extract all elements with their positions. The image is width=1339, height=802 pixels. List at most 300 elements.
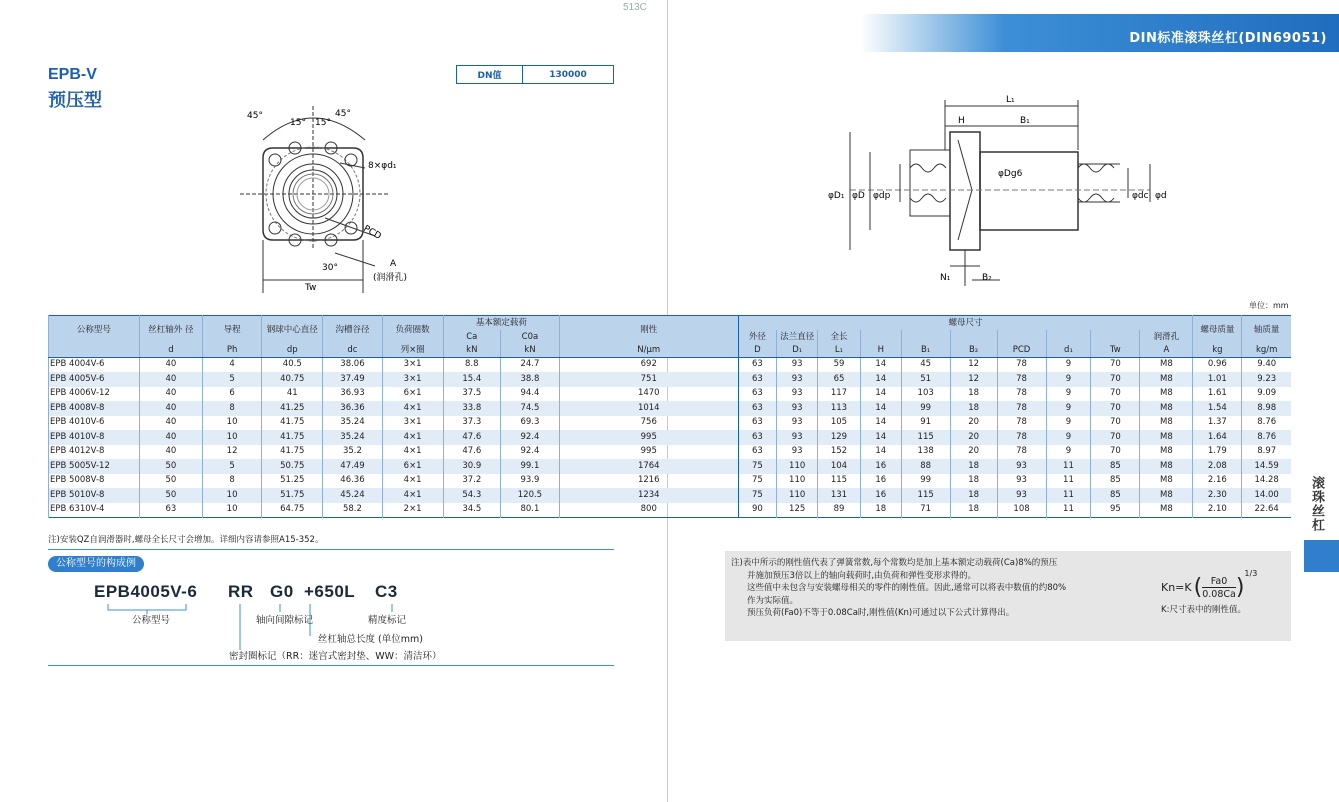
formula-num: Fa0	[1210, 575, 1228, 587]
value-cell: 110	[777, 459, 818, 474]
value-cell: 38.06	[323, 358, 382, 373]
value-cell: 18	[950, 503, 997, 518]
value-cell: 51.25	[262, 474, 323, 489]
rigidity-note-line: 注)表中所示的刚性值代表了弹簧常数,每个常数均是加上基本额定动载荷(Ca)8%的预压	[731, 558, 1058, 568]
value-cell: 4×1	[382, 445, 443, 460]
unit-cell: N/μm	[560, 344, 739, 358]
value-cell: 93	[777, 387, 818, 402]
th-blank-tw	[1091, 330, 1140, 344]
th-ball: 钢球中心直径	[262, 316, 323, 344]
lube-hole-label: (润滑孔)	[373, 273, 408, 283]
unit-cell: H	[860, 344, 901, 358]
table-row	[49, 503, 1292, 518]
value-cell: 117	[818, 387, 861, 402]
b2-label: B₂	[982, 273, 992, 283]
formula-caption: K:尺寸表中的刚性值。	[1161, 605, 1246, 615]
model-cell: EPB 4012V-8	[49, 445, 140, 460]
cap-model: 公称型号	[132, 615, 171, 626]
value-cell: 6	[203, 387, 262, 402]
table-row	[49, 387, 1292, 402]
flange-section	[950, 132, 980, 250]
unit-cell: PCD	[997, 344, 1046, 358]
cap-seal: 密封圈标记（RR：迷宫式密封垫、WW：清洁环）	[229, 651, 442, 662]
value-cell: 78	[997, 387, 1046, 402]
value-cell: 12	[950, 372, 997, 387]
value-cell: 94.4	[500, 387, 559, 402]
value-cell: 75	[738, 488, 777, 503]
value-cell: 10	[203, 430, 262, 445]
unit-cell: A	[1140, 344, 1193, 358]
table-row	[49, 430, 1292, 445]
value-cell: 18	[950, 488, 997, 503]
value-cell: 47.49	[323, 459, 382, 474]
model-cell: EPB 4004V-6	[49, 358, 140, 373]
type-title: 预压型	[48, 90, 102, 111]
unit-cell: d	[139, 344, 202, 358]
th-ca: Ca	[443, 330, 500, 344]
unit-label: 单位：mm	[1249, 301, 1289, 310]
value-cell: 14	[860, 416, 901, 431]
value-cell: 78	[997, 401, 1046, 416]
value-cell: 75	[738, 474, 777, 489]
value-cell: 64.75	[262, 503, 323, 518]
value-cell: 8	[203, 401, 262, 416]
value-cell: 88	[901, 459, 950, 474]
rigidity-note-line: 作为实际值。	[747, 595, 799, 606]
value-cell: 2.10	[1193, 503, 1242, 518]
th-model: 公称型号	[49, 316, 140, 344]
unit-cell: L₁	[818, 344, 861, 358]
model-cell: EPB 4005V-6	[49, 372, 140, 387]
value-cell: 9	[1046, 358, 1091, 373]
value-cell: 14	[860, 430, 901, 445]
code-part-accuracy: C3	[375, 582, 398, 601]
value-cell: 692	[560, 358, 739, 373]
table-row	[49, 488, 1292, 503]
value-cell: 78	[997, 445, 1046, 460]
th-shaft-mass: 轴质量	[1242, 316, 1291, 344]
value-cell: M8	[1140, 503, 1193, 518]
value-cell: 9	[1046, 430, 1091, 445]
th-lube: 润滑孔	[1140, 330, 1193, 344]
value-cell: 8.8	[443, 358, 500, 373]
value-cell: 63	[738, 387, 777, 402]
dn-value-box	[456, 65, 614, 84]
value-cell: 93	[777, 372, 818, 387]
value-cell: 9.09	[1242, 387, 1291, 402]
angle-arc	[263, 118, 365, 140]
value-cell: 800	[560, 503, 739, 518]
cap-axial: 轴向间隙标记	[256, 615, 314, 626]
value-cell: 58.2	[323, 503, 382, 518]
model-cell: EPB 5005V-12	[49, 459, 140, 474]
flange-front-view-drawing	[225, 98, 425, 298]
value-cell: 1.01	[1193, 372, 1242, 387]
value-cell: 1.64	[1193, 430, 1242, 445]
angle-15-a-label: 15°	[290, 118, 306, 128]
code-part-length: +650L	[304, 582, 356, 601]
value-cell: 40	[139, 387, 202, 402]
value-cell: 93	[777, 445, 818, 460]
value-cell: 85	[1091, 459, 1140, 474]
value-cell: 63	[738, 358, 777, 373]
unit-cell: kN	[443, 344, 500, 358]
value-cell: 92.4	[500, 445, 559, 460]
bolt-hole	[345, 222, 357, 234]
rigidity-note-line: 并施加预压3倍以上的轴向载荷时,由负荷和弹性变形求得的。	[747, 570, 977, 581]
table-row	[49, 358, 1292, 373]
value-cell: 20	[950, 430, 997, 445]
unit-cell: dp	[262, 344, 323, 358]
thread-lower	[910, 194, 946, 202]
value-cell: 14.00	[1242, 488, 1291, 503]
value-cell: 63	[139, 503, 202, 518]
value-cell: 131	[818, 488, 861, 503]
value-cell: 3×1	[382, 372, 443, 387]
header-banner	[860, 2, 1339, 52]
value-cell: 63	[738, 445, 777, 460]
value-cell: 15.4	[443, 372, 500, 387]
value-cell: 4	[203, 358, 262, 373]
value-cell: 120.5	[500, 488, 559, 503]
th-nut-mass: 螺母质量	[1193, 316, 1242, 344]
value-cell: M8	[1140, 445, 1193, 460]
value-cell: 40	[139, 358, 202, 373]
thread-upper-right	[1078, 164, 1114, 172]
value-cell: 6×1	[382, 387, 443, 402]
bolt-hole	[269, 222, 281, 234]
model-cell: EPB 4010V-6	[49, 416, 140, 431]
angle-30-label: 30°	[322, 263, 338, 273]
units-row	[49, 344, 1292, 358]
value-cell: 9	[1046, 401, 1091, 416]
angle-45-b-label: 45°	[335, 109, 351, 119]
value-cell: 995	[560, 430, 739, 445]
th-blank-d1	[1046, 330, 1091, 344]
table-body	[49, 358, 1292, 518]
value-cell: 47.6	[443, 430, 500, 445]
value-cell: M8	[1140, 401, 1193, 416]
value-cell: 70	[1091, 430, 1140, 445]
value-cell: 6×1	[382, 459, 443, 474]
dn-label: DN值	[457, 66, 523, 83]
value-cell: 1234	[560, 488, 739, 503]
value-cell: 99.1	[500, 459, 559, 474]
value-cell: 69.3	[500, 416, 559, 431]
angle-15-b-label: 15°	[315, 118, 331, 128]
value-cell: 41.75	[262, 430, 323, 445]
value-cell: 4×1	[382, 474, 443, 489]
value-cell: 5	[203, 459, 262, 474]
value-cell: 11	[1046, 488, 1091, 503]
value-cell: 78	[997, 372, 1046, 387]
value-cell: 1470	[560, 387, 739, 402]
value-cell: 14	[860, 387, 901, 402]
value-cell: 11	[1046, 459, 1091, 474]
model-cell: EPB 5010V-8	[49, 488, 140, 503]
value-cell: 108	[997, 503, 1046, 518]
value-cell: 59	[818, 358, 861, 373]
value-cell: 1.37	[1193, 416, 1242, 431]
value-cell: 89	[818, 503, 861, 518]
value-cell: 41.25	[262, 401, 323, 416]
value-cell: 110	[777, 474, 818, 489]
value-cell: 41.75	[262, 445, 323, 460]
n1-label: N₁	[940, 273, 951, 283]
value-cell: 50	[139, 488, 202, 503]
value-cell: 10	[203, 488, 262, 503]
value-cell: 40	[139, 372, 202, 387]
value-cell: 45	[901, 358, 950, 373]
banner-title: DIN标准滚珠丝杠(DIN69051)	[1129, 31, 1327, 46]
th-lead: 导程	[203, 316, 262, 344]
value-cell: 18	[950, 474, 997, 489]
value-cell: 4×1	[382, 401, 443, 416]
value-cell: 74.5	[500, 401, 559, 416]
value-cell: 93.9	[500, 474, 559, 489]
value-cell: 18	[950, 387, 997, 402]
value-cell: 40.5	[262, 358, 323, 373]
value-cell: 20	[950, 416, 997, 431]
value-cell: 129	[818, 430, 861, 445]
value-cell: 8.76	[1242, 416, 1291, 431]
value-cell: 1216	[560, 474, 739, 489]
value-cell: 14.28	[1242, 474, 1291, 489]
bracket-model	[108, 604, 186, 610]
value-cell: 51.75	[262, 488, 323, 503]
value-cell: 10	[203, 503, 262, 518]
value-cell: 8.98	[1242, 401, 1291, 416]
value-cell: 125	[777, 503, 818, 518]
dn-value: 130000	[549, 69, 587, 80]
value-cell: 16	[860, 459, 901, 474]
value-cell: 104	[818, 459, 861, 474]
th-nut-dims: 螺母尺寸	[738, 316, 1193, 330]
value-cell: 93	[997, 474, 1046, 489]
value-cell: 30.9	[443, 459, 500, 474]
dd-label: φd	[1155, 191, 1167, 201]
nut-side-view-drawing	[810, 90, 1180, 290]
value-cell: 9	[1046, 416, 1091, 431]
table-row	[49, 459, 1292, 474]
rigidity-note-line: 预压负荷(Fa0)不等于0.08Ca时,刚性值(Kn)可通过以下公式计算得出。	[747, 608, 1015, 618]
value-cell: 8	[203, 474, 262, 489]
value-cell: M8	[1140, 474, 1193, 489]
value-cell: 93	[777, 430, 818, 445]
value-cell: 105	[818, 416, 861, 431]
spec-table	[48, 315, 1291, 518]
value-cell: 93	[777, 358, 818, 373]
th-length: 全长	[818, 330, 861, 344]
value-cell: 115	[901, 488, 950, 503]
value-cell: 70	[1091, 372, 1140, 387]
value-cell: M8	[1140, 416, 1193, 431]
side-section-tab	[1304, 540, 1339, 572]
value-cell: 12	[950, 358, 997, 373]
value-cell: 10	[203, 416, 262, 431]
value-cell: 40	[139, 430, 202, 445]
unit-cell: Tw	[1091, 344, 1140, 358]
unit-cell: kg/m	[1242, 344, 1291, 358]
value-cell: 38.8	[500, 372, 559, 387]
value-cell: 40.75	[262, 372, 323, 387]
value-cell: 36.36	[323, 401, 382, 416]
value-cell: 1014	[560, 401, 739, 416]
value-cell: 35.24	[323, 416, 382, 431]
code-part-model: EPB4005V-6	[94, 582, 198, 601]
value-cell: 37.3	[443, 416, 500, 431]
formula-fraction	[1202, 576, 1236, 600]
composition-title: 公称型号的构成例	[48, 556, 144, 572]
dc-label: φdc	[1132, 191, 1149, 201]
value-cell: 63	[738, 401, 777, 416]
value-cell: 70	[1091, 358, 1140, 373]
model-title: EPB-V	[48, 66, 97, 83]
th-outer: 外径	[738, 330, 777, 344]
table-row	[49, 372, 1292, 387]
code-part-axial: G0	[270, 582, 294, 601]
model-cell: EPB 4006V-12	[49, 387, 140, 402]
value-cell: 50	[139, 459, 202, 474]
formula-exp: 1/3	[1244, 569, 1258, 578]
value-cell: 3×1	[382, 416, 443, 431]
formula-den: 0.08Ca	[1202, 588, 1236, 600]
value-cell: 751	[560, 372, 739, 387]
value-cell: 45.24	[323, 488, 382, 503]
unit-cell: kg	[1193, 344, 1242, 358]
value-cell: 37.5	[443, 387, 500, 402]
bolt-hole	[269, 154, 281, 166]
cap-length: 丝杠轴总长度 (单位mm)	[318, 634, 423, 645]
value-cell: 5	[203, 372, 262, 387]
tw-label: Tw	[305, 283, 317, 293]
value-cell: 115	[818, 474, 861, 489]
model-cell: EPB 4008V-8	[49, 401, 140, 416]
value-cell: 54.3	[443, 488, 500, 503]
cap-accuracy: 精度标记	[368, 615, 407, 626]
value-cell: 85	[1091, 474, 1140, 489]
value-cell: 50	[139, 474, 202, 489]
value-cell: 46.36	[323, 474, 382, 489]
value-cell: 3×1	[382, 358, 443, 373]
value-cell: 40	[139, 401, 202, 416]
th-blank-h	[860, 330, 901, 344]
value-cell: 47.6	[443, 445, 500, 460]
value-cell: 1.79	[1193, 445, 1242, 460]
value-cell: 16	[860, 488, 901, 503]
value-cell: M8	[1140, 488, 1193, 503]
value-cell: 63	[738, 430, 777, 445]
value-cell: 18	[860, 503, 901, 518]
value-cell: 18	[950, 401, 997, 416]
value-cell: 152	[818, 445, 861, 460]
value-cell: 80.1	[500, 503, 559, 518]
value-cell: 2.16	[1193, 474, 1242, 489]
unit-cell: dc	[323, 344, 382, 358]
value-cell: 11	[1046, 474, 1091, 489]
value-cell: 70	[1091, 387, 1140, 402]
value-cell: 22.64	[1242, 503, 1291, 518]
value-cell: 85	[1091, 488, 1140, 503]
th-blank-b1	[901, 330, 950, 344]
value-cell: 0.96	[1193, 358, 1242, 373]
value-cell: 36.93	[323, 387, 382, 402]
value-cell: 4×1	[382, 430, 443, 445]
value-cell: 8.97	[1242, 445, 1291, 460]
value-cell: 9	[1046, 445, 1091, 460]
value-cell: 33.8	[443, 401, 500, 416]
value-cell: 14	[860, 445, 901, 460]
unit-cell: D₁	[777, 344, 818, 358]
value-cell: 40	[139, 445, 202, 460]
d1-label: φD₁	[828, 191, 845, 201]
value-cell: 41	[262, 387, 323, 402]
value-cell: 91	[901, 416, 950, 431]
value-cell: 78	[997, 430, 1046, 445]
formula-paren-close: )	[1235, 575, 1245, 600]
l1-label: L₁	[1006, 95, 1015, 105]
value-cell: 2.08	[1193, 459, 1242, 474]
value-cell: 8.76	[1242, 430, 1291, 445]
value-cell: 103	[901, 387, 950, 402]
value-cell: 138	[901, 445, 950, 460]
value-cell: 63	[738, 372, 777, 387]
holes-leader	[340, 163, 365, 168]
side-section-label: 滚珠丝杠	[1309, 476, 1324, 532]
value-cell: 63	[738, 416, 777, 431]
unit-cell: 列×圈	[382, 344, 443, 358]
right-page-number: 513C	[1307, 2, 1331, 13]
table-row	[49, 401, 1292, 416]
rigidity-note-text	[731, 557, 1066, 620]
formula-left: Kn=K	[1161, 581, 1192, 594]
model-cell: EPB 5008V-8	[49, 474, 140, 489]
value-cell: 90	[738, 503, 777, 518]
value-cell: M8	[1140, 459, 1193, 474]
table-row	[49, 445, 1292, 460]
unit-cell: B₂	[950, 344, 997, 358]
value-cell: 93	[777, 416, 818, 431]
value-cell: 995	[560, 445, 739, 460]
unit-cell: B₁	[901, 344, 950, 358]
code-part-seal: RR	[228, 582, 254, 601]
value-cell: 37.2	[443, 474, 500, 489]
value-cell: 2×1	[382, 503, 443, 518]
value-cell: 35.2	[323, 445, 382, 460]
d-label: φD	[852, 191, 865, 201]
unit-cell: Ph	[203, 344, 262, 358]
dg6-label: φDg6	[998, 169, 1023, 179]
value-cell: 2.30	[1193, 488, 1242, 503]
value-cell: 11	[1046, 503, 1091, 518]
th-rigidity: 刚性	[560, 316, 739, 344]
section-line-bottom	[48, 665, 614, 666]
th-c0a: C0a	[500, 330, 559, 344]
th-shaft-od: 丝杠轴外 径	[139, 316, 202, 344]
value-cell: 24.7	[500, 358, 559, 373]
value-cell: 75	[738, 459, 777, 474]
dp-label: φdp	[873, 191, 891, 201]
thread-lower-right	[1078, 194, 1114, 202]
value-cell: 9	[1046, 372, 1091, 387]
unit-cell: d₁	[1046, 344, 1091, 358]
value-cell: 92.4	[500, 430, 559, 445]
value-cell: 95	[1091, 503, 1140, 518]
value-cell: 93	[997, 459, 1046, 474]
value-cell: M8	[1140, 372, 1193, 387]
model-cell: EPB 4010V-8	[49, 430, 140, 445]
value-cell: 71	[901, 503, 950, 518]
